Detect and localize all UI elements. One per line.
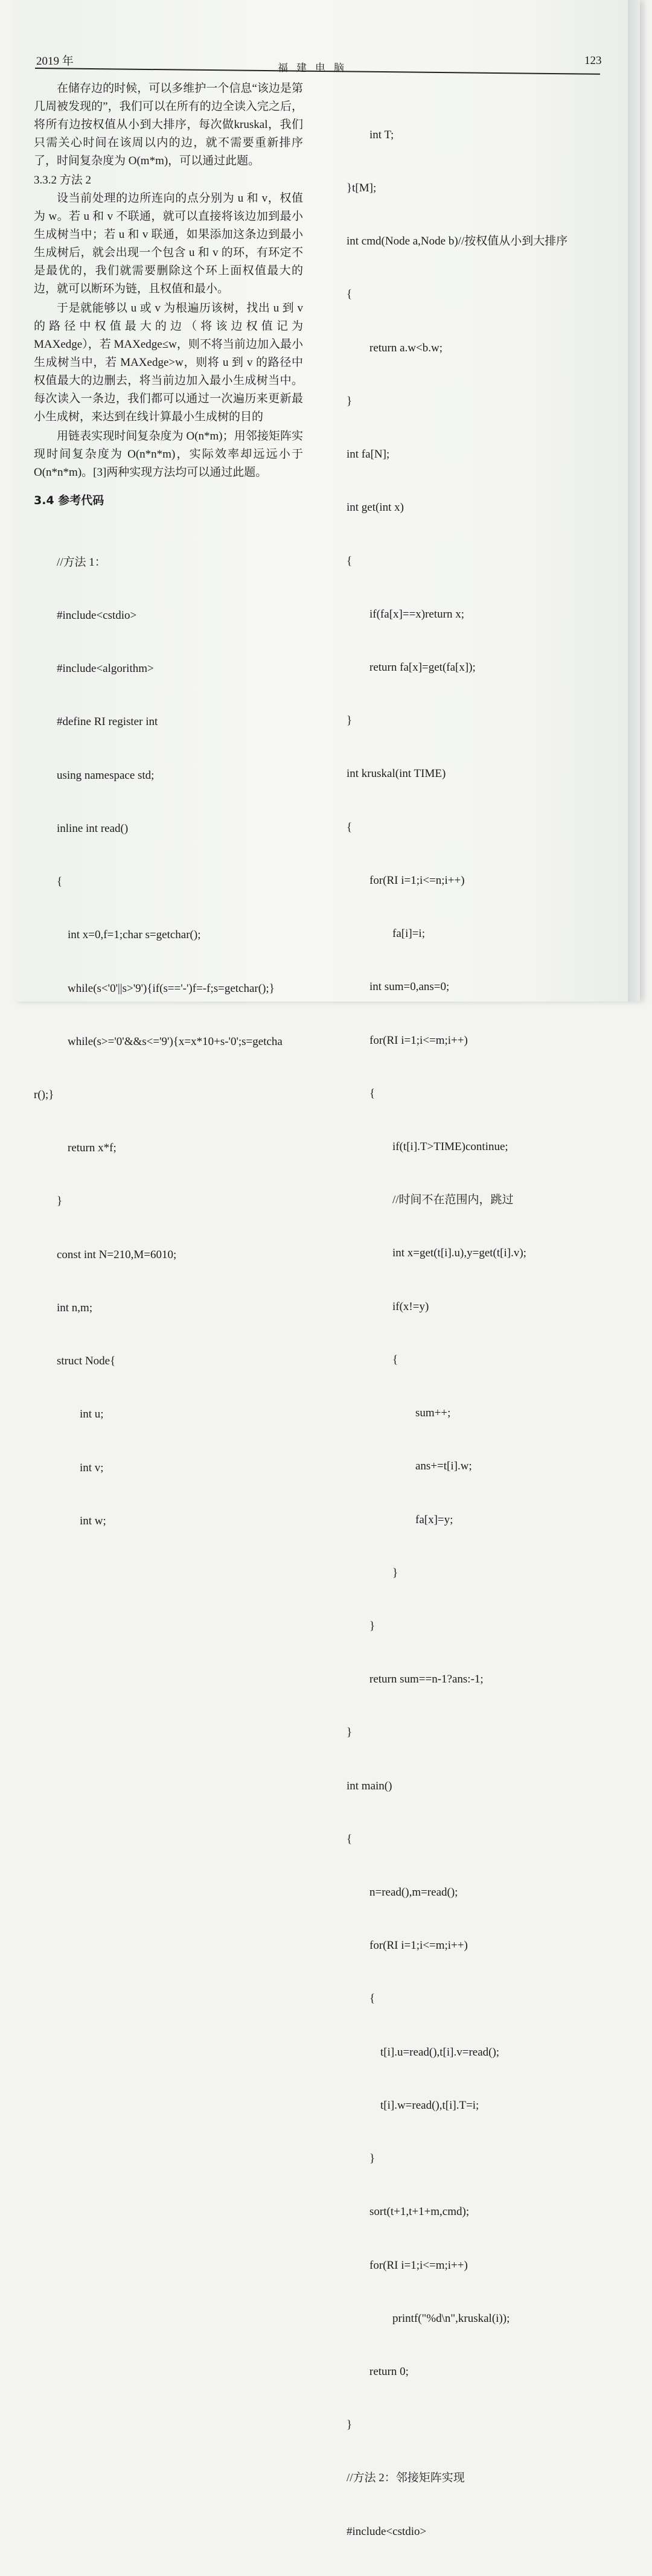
code-line: int T; <box>369 128 394 141</box>
code-line: t[i].u=read(),t[i].v=read(); <box>380 2045 500 2059</box>
code-line: }t[M]; <box>347 182 377 195</box>
code-line: n=read(),m=read(); <box>369 1886 458 1899</box>
code-line: while(s>='0'&&s<='9'){x=x*10+s-'0';s=getcha <box>68 1035 283 1048</box>
code-line: { <box>347 554 353 567</box>
code-line: if(fa[x]==x)return x; <box>369 607 465 621</box>
header-journal-name: 福建电脑 <box>278 62 353 74</box>
code-line: //方法 2：邻接矩阵实现 <box>347 2472 465 2485</box>
code-line: int x=get(t[i].u),y=get(t[i].v); <box>392 1247 526 1260</box>
subsection-heading-332: 3.3.2 方法 2 <box>34 174 92 187</box>
code-line: } <box>392 1566 398 1579</box>
code-line: sort(t+1,t+1+m,cmd); <box>369 2205 470 2219</box>
code-line: t[i].w=read(),t[i].T=i; <box>380 2098 479 2112</box>
paragraph-complexity: 用链表实现时间复杂度为 O(n*m)；用邻接矩阵实现时间复杂度为 O(n*n*m)，实际效率却远远小于O(n*n*m)。[3]两种实现方法均可以通过此题。 <box>34 430 303 479</box>
code-line: ans+=t[i].w; <box>415 1460 472 1473</box>
code-line: } <box>347 2418 353 2432</box>
code-line: //时间不在范围内，跳过 <box>392 1194 514 1207</box>
code-line: for(RI i=1;i<=n;i++) <box>369 874 465 887</box>
code-line: fa[x]=y; <box>415 1513 453 1526</box>
code-line: using namespace std; <box>57 769 155 782</box>
journal-page <box>14 0 640 2538</box>
code-line: inline int read() <box>57 822 129 835</box>
code-line: int n,m; <box>57 1301 93 1314</box>
code-line: } <box>347 1726 353 1739</box>
code-line: { <box>347 820 353 834</box>
code-line: return x*f; <box>68 1142 117 1155</box>
code-line: } <box>347 394 353 407</box>
code-line: { <box>392 1353 398 1366</box>
code-block-right <box>347 91 612 2576</box>
header-page-number: 123 <box>584 54 602 67</box>
code-line: int x=0,f=1;char s=getchar(); <box>68 928 201 942</box>
code-line: } <box>369 1619 376 1632</box>
code-line: r();} <box>34 1088 54 1101</box>
code-line: { <box>57 875 63 889</box>
code-line: //方法 1： <box>57 555 106 569</box>
code-line: return fa[x]=get(fa[x]); <box>369 661 476 674</box>
code-line: fa[i]=i; <box>392 927 425 941</box>
code-line: printf("%d\n",kruskal(i)); <box>392 2312 510 2325</box>
code-line: #include<algorithm> <box>57 662 154 676</box>
code-line: { <box>347 288 353 301</box>
code-line: int main() <box>347 1779 392 1792</box>
code-line: for(RI i=1;i<=m;i++) <box>369 1034 468 1047</box>
paragraph-edge-week: 在储存边的时候，可以多维护一个信息“该边是第几周被发现的”，我们可以在所有的边全读入完之后，将所有边按权值从小到大排序，每次做kruskal，我们只需关心时间在该周以内的边，就不需要重新排序了，时间复杂度为 O(m*m)，可以通过此题。 <box>34 82 303 167</box>
section-heading-34: 3.4 参考代码 <box>34 494 104 507</box>
code-line: } <box>369 2152 376 2165</box>
code-line: #include<cstdio> <box>347 2525 427 2538</box>
code-line: #include<cstdio> <box>57 609 137 622</box>
code-line: int fa[N]; <box>347 448 390 461</box>
paragraph-method2-intro: 设当前处理的边所连向的点分别为 u 和 v，权值为 w。若 u 和 v 不联通，就可以直接将该边加到最小生成树当中；若 u 和 v 联通，如果添加这条边到最小生成树后，就会出现一个包含 u 和 v 的环，有环定不是最优的，我们就需要删除这个环上面权值最大的边，就可以断环为链，且权值和最小。 <box>34 192 303 295</box>
code-line: int v; <box>80 1461 104 1474</box>
code-line: sum++; <box>415 1407 451 1420</box>
code-line: for(RI i=1;i<=m;i++) <box>369 1939 468 1952</box>
code-line: int get(int x) <box>347 501 404 514</box>
code-block-left <box>34 518 303 1565</box>
code-line: int kruskal(int TIME) <box>347 767 446 781</box>
code-line: int u; <box>80 1408 104 1421</box>
code-line: return a.w<b.w; <box>369 341 443 354</box>
code-line: const int N=210,M=6010; <box>57 1248 177 1261</box>
code-line: if(x!=y) <box>392 1300 429 1313</box>
header-year: 2019 年 <box>36 55 74 68</box>
code-line: if(t[i].T>TIME)continue; <box>392 1140 508 1153</box>
left-column <box>34 80 303 1565</box>
code-line: } <box>57 1195 63 1208</box>
page-edge-shadow <box>628 0 640 1002</box>
code-line: return sum==n-1?ans:-1; <box>369 1673 484 1686</box>
code-line: for(RI i=1;i<=m;i++) <box>369 2258 468 2272</box>
right-column <box>347 91 612 2576</box>
code-line: return 0; <box>369 2365 409 2378</box>
paragraph-method2-traverse: 于是就能够以 u 或 v 为根遍历该树，找出 u 到 v 的路径中权值最大的边（将该边权值记为MAXedge），若 MAXedge≤w，则不将当前边加入最小生成树当中，若 MAXedge>w，则将 u 到 v 的路径中权值最大的边删去，将当前边加入最小生成树当中。每次读入一条边，我们都可以通过一次遍历来更新最小生成树，来达到在线计算最小生成树的目的 <box>34 302 303 423</box>
code-line: } <box>347 714 353 727</box>
code-line: int cmd(Node a,Node b)//按权值从小到大排序 <box>347 235 568 248</box>
code-line: int w; <box>80 1514 106 1527</box>
code-line: { <box>369 1992 376 2006</box>
code-line: struct Node{ <box>57 1355 116 1368</box>
code-line: #define RI register int <box>57 715 158 729</box>
code-line: { <box>347 1832 353 1846</box>
code-line: while(s<'0'||s>'9'){if(s=='-')f=-f;s=getchar();} <box>68 982 275 995</box>
code-line: { <box>369 1087 376 1100</box>
code-line: int sum=0,ans=0; <box>369 980 450 994</box>
